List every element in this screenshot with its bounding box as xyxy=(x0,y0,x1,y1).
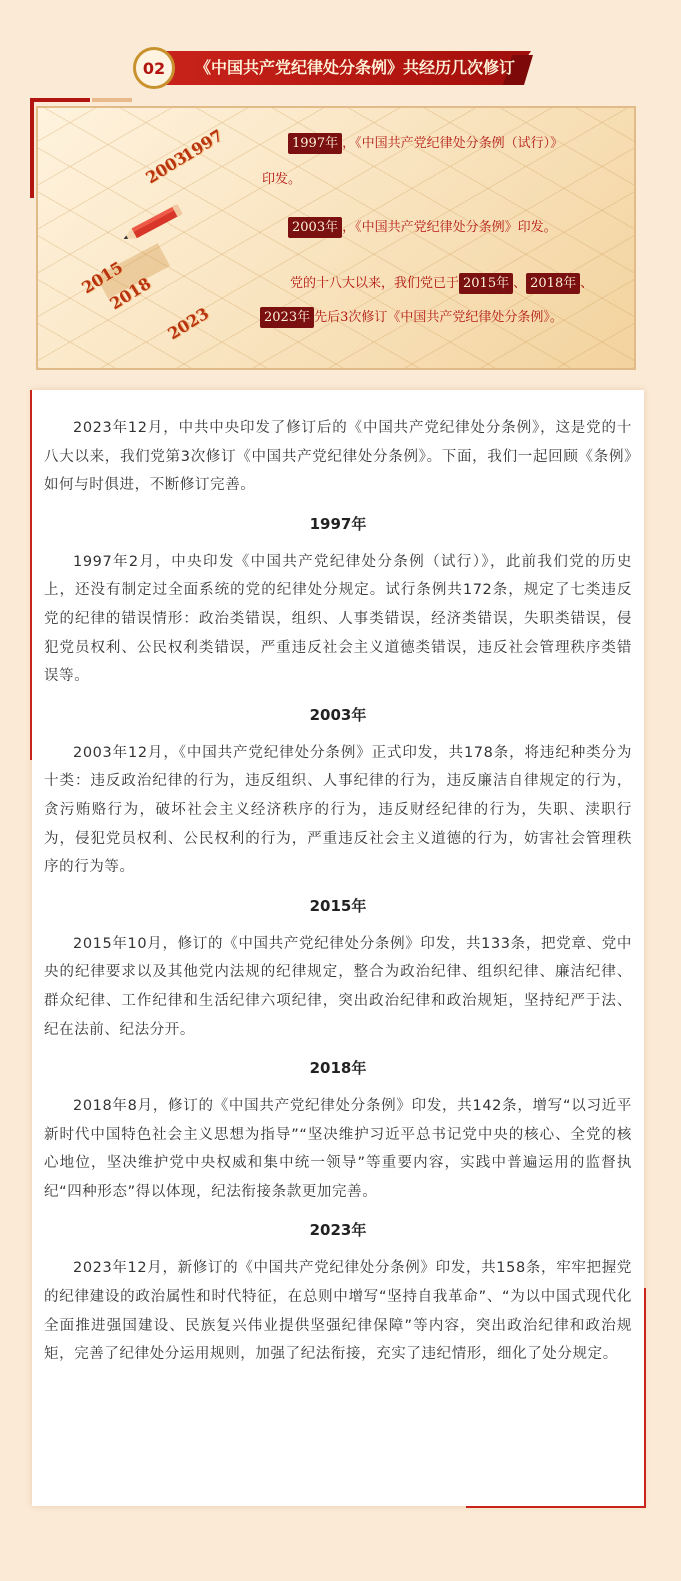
article-content xyxy=(44,414,632,1369)
section-text-2003: 2003年12月，《中国共产党纪律处分条例》正式印发，共178条，将违纪种类分为十类：违反政治纪律的行为，违反组织、人事纪律的行为，违反廉洁自律规定的行为，贪污贿赂行为，破坏社会主义经济秩序的行为，违反财经纪律的行为，失职、渎职行为，侵犯党员权利、公民权利的行为，严重违反社会主义道德的行为，妨害社会管理秩序的行为等。 xyxy=(44,744,632,876)
year-label-2015: 2015 xyxy=(78,257,127,298)
article-card xyxy=(32,390,644,1506)
year-label-2023: 2023 xyxy=(164,303,213,344)
graphic-accent-bar-light xyxy=(92,98,132,102)
graphic-line-1997: 1997年 ，《中国共产党纪律处分条例（试行）》 xyxy=(288,132,563,156)
section-heading-2003: 2003年 xyxy=(309,705,367,724)
graphic-line-2003: 2003年 ，《中国共产党纪律处分条例》印发。 xyxy=(288,216,557,240)
pencil-icon xyxy=(118,204,188,244)
timeline-graphic xyxy=(30,98,642,378)
card-accent-left xyxy=(30,390,32,760)
card-accent-right xyxy=(644,1288,646,1508)
year-label-1997: 1997 xyxy=(178,125,227,166)
year-chip-2023: 2023年 xyxy=(260,307,314,328)
year-label-2018: 2018 xyxy=(106,273,155,314)
section-text-2018: 2018年8月，修订的《中国共产党纪律处分条例》印发，共142条，增写“以习近平新时代中国特色社会主义思想为指导”“坚决维护习近平总书记党中央的核心、全党的核心地位，坚决维护党中央权威和集中统一领导”等重要内容，实践中普遍运用的监督执纪“四种形态”得以体现，纪法衔接条款更加完善。 xyxy=(44,1098,632,1200)
article-intro: 2023年12月，中共中央印发了修订后的《中国共产党纪律处分条例》，这是党的十八大以来，我们党第3次修订《中国共产党纪律处分条例》。下面，我们一起回顾《条例》如何与时俱进，不断修订完善。 xyxy=(44,420,632,494)
graphic-accent-edge xyxy=(30,98,34,198)
section-text-1997: 1997年2月，中央印发《中国共产党纪律处分条例（试行）》，此前我们党的历史上，还没有制定过全面系统的党的纪律处分规定。试行条例共172条，规定了七类违反党的纪律的错误情形：政治类错误，组织、人事类错误，经济类错误，失职类错误，侵犯党员权利、公民权利类错误，严重违反社会主义道德类错误，违反社会管理秩序类错误等。 xyxy=(44,553,632,685)
section-heading-1997: 1997年 xyxy=(309,514,367,533)
graphic-line-2023: 2023年 先后3次修订《中国共产党纪律处分条例》。 xyxy=(260,306,563,330)
section-heading-2023: 2023年 xyxy=(309,1221,367,1240)
section-banner xyxy=(133,47,543,89)
graphic-panel xyxy=(36,106,636,370)
card-accent-bottom xyxy=(466,1506,646,1508)
year-chip-2003: 2003年 xyxy=(288,217,342,238)
section-title: 《中国共产党纪律处分条例》共经历几次修订 xyxy=(195,58,516,77)
section-text-2015: 2015年10月，修订的《中国共产党纪律处分条例》印发，共133条，把党章、党中央的纪律要求以及其他党内法规的纪律规定，整合为政治纪律、组织纪律、廉洁纪律、群众纪律、工作纪律和生活纪律六项纪律，突出政治纪律和政治规矩，坚持纪严于法、纪在法前、纪法分开。 xyxy=(44,935,632,1038)
year-label-2003: 2003 xyxy=(142,147,191,188)
section-number-badge: 02 xyxy=(133,47,175,89)
year-chip-2015: 2015年 xyxy=(459,273,513,294)
section-heading-2018: 2018年 xyxy=(309,1059,367,1078)
graphic-accent-bar xyxy=(30,98,90,102)
year-chip-2018: 2018年 xyxy=(526,273,580,294)
section-heading-2015: 2015年 xyxy=(309,896,367,915)
section-text-2023: 2023年12月，新修订的《中国共产党纪律处分条例》印发，共158条，牢牢把握党的纪律建设的政治属性和时代特征，在总则中增写“坚持自我革命”、“为以中国式现代化全面推进强国建设、民族复兴伟业提供坚强纪律保障”等内容，突出政治纪律和政治规矩，完善了纪律处分运用规则，加强了纪法衔接，充实了违纪情形，细化了处分规定。 xyxy=(44,1260,632,1363)
graphic-line-18th: 党的十八大以来，我们党已于 2015年 、 2018年 、 xyxy=(290,272,593,296)
year-chip-1997: 1997年 xyxy=(288,133,342,154)
graphic-line-issued: 印发。 xyxy=(262,172,302,187)
